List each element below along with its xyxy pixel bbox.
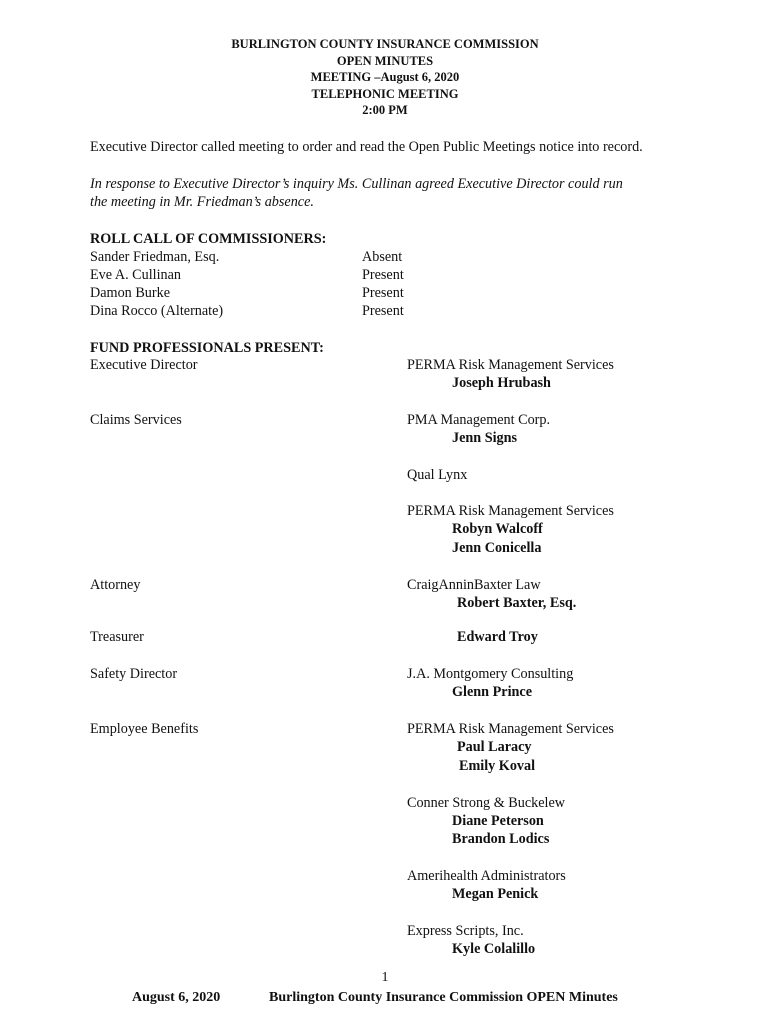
- commissioner-name: Eve A. Cullinan: [90, 267, 182, 283]
- role-label-treasurer: Treasurer: [90, 629, 144, 645]
- organization-name: PERMA Risk Management Services: [407, 357, 614, 373]
- commissioner-status: Present: [362, 267, 404, 283]
- commissioner-name: Sander Friedman, Esq.: [90, 249, 220, 265]
- professional-name: Robyn Walcoff: [452, 521, 543, 537]
- organization-name: CraigAnninBaxter Law: [407, 577, 541, 593]
- intro-paragraph: Executive Director called meeting to order and read the Open Public Meetings notice into record.: [90, 139, 643, 155]
- role-label-employee-benefits: Employee Benefits: [90, 721, 199, 737]
- role-label-attorney: Attorney: [90, 577, 141, 593]
- organization-name: J.A. Montgomery Consulting: [407, 666, 574, 682]
- page-number: 1: [381, 970, 389, 985]
- organization-name: Conner Strong & Buckelew: [407, 795, 566, 811]
- header-meeting-date: MEETING –August 6, 2020: [310, 70, 460, 84]
- commissioner-status: Present: [362, 303, 404, 319]
- commissioner-status: Absent: [362, 249, 403, 265]
- professional-name: Brandon Lodics: [452, 831, 550, 847]
- italic-paragraph-line-1: In response to Executive Director’s inquiry Ms. Cullinan agreed Executive Director could run: [90, 176, 623, 192]
- professional-name: Jenn Conicella: [452, 540, 542, 556]
- organization-name: PERMA Risk Management Services: [407, 503, 614, 519]
- header-commission-name: BURLINGTON COUNTY INSURANCE COMMISSION: [231, 37, 539, 51]
- header-meeting-time: 2:00 PM: [362, 103, 408, 117]
- organization-name: Qual Lynx: [407, 467, 468, 483]
- commissioner-name: Dina Rocco (Alternate): [90, 303, 224, 319]
- professional-name: Megan Penick: [452, 886, 539, 902]
- roll-call-heading: ROLL CALL OF COMMISSIONERS:: [90, 231, 327, 247]
- professional-name: Kyle Colalillo: [452, 941, 536, 957]
- header-meeting-format: TELEPHONIC MEETING: [311, 86, 459, 101]
- italic-paragraph-line-2: the meeting in Mr. Friedman’s absence.: [90, 194, 314, 210]
- role-label-safety-director: Safety Director: [90, 666, 178, 682]
- professional-name: Edward Troy: [457, 629, 538, 645]
- footer-title: Burlington County Insurance Commission OPEN Minutes: [269, 990, 618, 1005]
- document-header: [0, 36, 770, 119]
- professional-name: Glenn Prince: [452, 684, 532, 700]
- organization-name: Express Scripts, Inc.: [407, 923, 524, 939]
- professional-name: Paul Laracy: [457, 739, 532, 755]
- organization-name: Amerihealth Administrators: [407, 868, 566, 884]
- footer-date: August 6, 2020: [132, 990, 221, 1005]
- professional-name: Robert Baxter, Esq.: [457, 595, 577, 611]
- role-label-claims-services: Claims Services: [90, 412, 182, 428]
- professionals-heading: FUND PROFESSIONALS PRESENT:: [90, 340, 324, 356]
- professional-name: Diane Peterson: [452, 813, 544, 829]
- professional-name: Jenn Signs: [452, 430, 518, 446]
- organization-name: PERMA Risk Management Services: [407, 721, 614, 737]
- professional-name: Emily Koval: [459, 758, 536, 774]
- commissioner-name: Damon Burke: [90, 285, 170, 301]
- commissioner-status: Present: [362, 285, 404, 301]
- organization-name: PMA Management Corp.: [407, 412, 551, 428]
- professional-name: Joseph Hrubash: [452, 375, 551, 391]
- role-label-executive-director: Executive Director: [90, 357, 198, 373]
- header-minutes-type: OPEN MINUTES: [336, 53, 434, 68]
